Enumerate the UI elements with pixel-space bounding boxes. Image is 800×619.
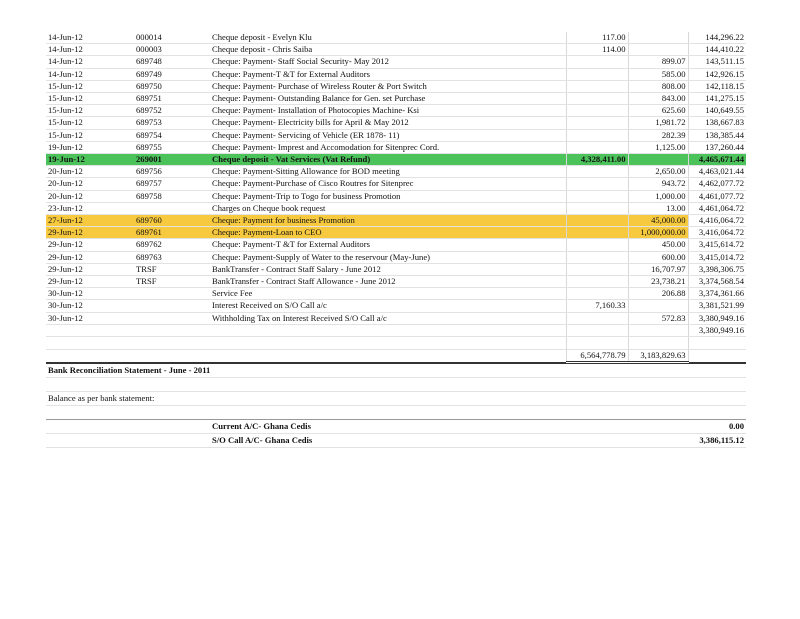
table-row: [46, 117, 746, 129]
txn-ref: 689751: [134, 93, 210, 105]
txn-debit: [566, 80, 628, 92]
txn-ref: 689757: [134, 178, 210, 190]
recon-balance-row: [46, 392, 746, 406]
table-row: [46, 56, 746, 68]
table-row: [46, 129, 746, 141]
txn-date: 29-Jun-12: [46, 263, 134, 275]
txn-description: Cheque deposit - Vat Services (Vat Refund): [210, 154, 566, 166]
txn-debit: [566, 227, 628, 239]
txn-date: 23-Jun-12: [46, 202, 134, 214]
txn-ref: 689748: [134, 56, 210, 68]
closing-balance-row: [46, 324, 746, 336]
txn-date: 15-Jun-12: [46, 117, 134, 129]
table-row: [46, 288, 746, 300]
txn-credit: 899.07: [628, 56, 688, 68]
txn-credit: 843.00: [628, 93, 688, 105]
summary-section: [46, 324, 746, 447]
transactions-body: [46, 32, 746, 324]
txn-description: Cheque deposit - Chris Saiba: [210, 44, 566, 56]
txn-date: 30-Jun-12: [46, 300, 134, 312]
txn-date: 29-Jun-12: [46, 239, 134, 251]
txn-description: Cheque: Payment-Trip to Togo for business Promotion: [210, 190, 566, 202]
txn-ref: 689761: [134, 227, 210, 239]
txn-description: Cheque: Payment-Loan to CEO: [210, 227, 566, 239]
txn-ref: 689754: [134, 129, 210, 141]
txn-debit: [566, 288, 628, 300]
txn-description: Cheque: Payment-Purchase of Cisco Routres for Sitenprec: [210, 178, 566, 190]
spacer-row: [46, 337, 746, 350]
table-row: [46, 44, 746, 56]
txn-description: BankTransfer - Contract Staff Allowance - June 2012: [210, 276, 566, 288]
txn-credit: 585.00: [628, 68, 688, 80]
txn-balance: 138,385.44: [688, 129, 746, 141]
txn-balance: 142,926.15: [688, 68, 746, 80]
txn-date: 30-Jun-12: [46, 312, 134, 324]
txn-date: 14-Jun-12: [46, 68, 134, 80]
closing-balance: 3,380,949.16: [688, 324, 746, 336]
txn-description: Service Fee: [210, 288, 566, 300]
txn-debit: 114.00: [566, 44, 628, 56]
table-row: [46, 154, 746, 166]
txn-debit: [566, 68, 628, 80]
txn-debit: 4,328,411.00: [566, 154, 628, 166]
txn-ref: 000014: [134, 32, 210, 44]
table-row: [46, 166, 746, 178]
txn-credit: 282.39: [628, 129, 688, 141]
txn-date: 19-Jun-12: [46, 154, 134, 166]
txn-description: Cheque: Payment- Installation of Photocopies Machine- Ksi: [210, 105, 566, 117]
txn-ref: [134, 288, 210, 300]
txn-debit: [566, 105, 628, 117]
txn-date: 14-Jun-12: [46, 56, 134, 68]
txn-credit: 1,125.00: [628, 141, 688, 153]
table-row: [46, 276, 746, 288]
so-call-account-label: S/O Call A/C- Ghana Cedis: [210, 434, 566, 448]
txn-date: 20-Jun-12: [46, 178, 134, 190]
txn-description: Cheque: Payment- Servicing of Vehicle (ER 1878- 11): [210, 129, 566, 141]
txn-balance: 4,462,077.72: [688, 178, 746, 190]
txn-description: Cheque: Payment- Purchase of Wireless Router & Port Switch: [210, 80, 566, 92]
txn-debit: [566, 251, 628, 263]
txn-debit: [566, 166, 628, 178]
txn-description: Cheque: Payment- Imprest and Accomodation for Sitenprec Cord.: [210, 141, 566, 153]
total-credit: 3,183,829.63: [628, 350, 688, 363]
current-account-value: 0.00: [688, 420, 746, 434]
table-row: [46, 105, 746, 117]
txn-balance: 4,461,077.72: [688, 190, 746, 202]
txn-balance: 4,463,021.44: [688, 166, 746, 178]
txn-ref: 689763: [134, 251, 210, 263]
txn-ref: 000003: [134, 44, 210, 56]
txn-description: Cheque: Payment- Staff Social Security- May 2012: [210, 56, 566, 68]
txn-balance: 3,381,521.99: [688, 300, 746, 312]
txn-balance: 3,416,064.72: [688, 227, 746, 239]
txn-debit: [566, 141, 628, 153]
txn-date: 14-Jun-12: [46, 44, 134, 56]
table-row: [46, 190, 746, 202]
txn-balance: 140,649.55: [688, 105, 746, 117]
txn-ref: 269001: [134, 154, 210, 166]
txn-credit: 13.00: [628, 202, 688, 214]
txn-date: 30-Jun-12: [46, 288, 134, 300]
txn-debit: [566, 190, 628, 202]
txn-balance: 141,275.15: [688, 93, 746, 105]
txn-debit: [566, 215, 628, 227]
txn-ref: 689752: [134, 105, 210, 117]
table-row: [46, 215, 746, 227]
txn-description: Interest Received on S/O Call a/c: [210, 300, 566, 312]
txn-credit: 16,707.97: [628, 263, 688, 275]
txn-balance: 3,380,949.16: [688, 312, 746, 324]
table-row: [46, 251, 746, 263]
txn-date: 29-Jun-12: [46, 227, 134, 239]
txn-date: 20-Jun-12: [46, 166, 134, 178]
txn-debit: [566, 129, 628, 141]
so-call-account-row: [46, 434, 746, 448]
current-account-label: Current A/C- Ghana Cedis: [210, 420, 566, 434]
table-row: [46, 93, 746, 105]
txn-credit: [628, 32, 688, 44]
txn-description: Cheque: Payment-Supply of Water to the reservour (May-June): [210, 251, 566, 263]
txn-credit: [628, 154, 688, 166]
txn-debit: [566, 202, 628, 214]
txn-debit: [566, 56, 628, 68]
so-call-account-value: 3,386,115.12: [688, 434, 746, 448]
recon-blank-row: [46, 378, 746, 392]
txn-description: Cheque: Payment-T &T for External Auditors: [210, 68, 566, 80]
txn-debit: [566, 117, 628, 129]
txn-ref: TRSF: [134, 263, 210, 275]
txn-balance: 3,415,614.72: [688, 239, 746, 251]
txn-ref: 689758: [134, 190, 210, 202]
table-row: [46, 68, 746, 80]
transactions-table: [46, 32, 746, 448]
txn-date: 19-Jun-12: [46, 141, 134, 153]
txn-debit: [566, 263, 628, 275]
txn-debit: [566, 312, 628, 324]
table-row: [46, 80, 746, 92]
txn-description: Cheque: Payment- Outstanding Balance for Gen. set Purchase: [210, 93, 566, 105]
txn-debit: [566, 276, 628, 288]
txn-ref: [134, 300, 210, 312]
txn-description: Withholding Tax on Interest Received S/O Call a/c: [210, 312, 566, 324]
txn-credit: [628, 44, 688, 56]
txn-ref: 689760: [134, 215, 210, 227]
spreadsheet-page: [46, 32, 746, 448]
totals-row: [46, 350, 746, 363]
txn-ref: [134, 202, 210, 214]
txn-balance: 142,118.15: [688, 80, 746, 92]
txn-credit: 2,650.00: [628, 166, 688, 178]
current-account-row: [46, 420, 746, 434]
txn-balance: 144,410.22: [688, 44, 746, 56]
txn-credit: 1,000,000.00: [628, 227, 688, 239]
txn-date: 15-Jun-12: [46, 80, 134, 92]
txn-credit: 1,000.00: [628, 190, 688, 202]
txn-balance: 138,667.83: [688, 117, 746, 129]
txn-balance: 3,415,014.72: [688, 251, 746, 263]
txn-credit: [628, 300, 688, 312]
txn-balance: 4,465,671.44: [688, 154, 746, 166]
txn-debit: 7,160.33: [566, 300, 628, 312]
txn-balance: 3,374,568.54: [688, 276, 746, 288]
txn-ref: 689755: [134, 141, 210, 153]
txn-date: 15-Jun-12: [46, 129, 134, 141]
txn-description: BankTransfer - Contract Staff Salary - June 2012: [210, 263, 566, 275]
txn-credit: 625.60: [628, 105, 688, 117]
txn-balance: 4,416,064.72: [688, 215, 746, 227]
balance-per-bank-label: Balance as per bank statement:: [46, 392, 210, 406]
table-row: [46, 239, 746, 251]
txn-balance: 137,260.44: [688, 141, 746, 153]
txn-balance: 143,511.15: [688, 56, 746, 68]
recon-title: Bank Reconciliation Statement - June - 2011: [46, 363, 566, 378]
table-row: [46, 178, 746, 190]
txn-credit: 572.83: [628, 312, 688, 324]
table-row: [46, 227, 746, 239]
txn-description: Cheque: Payment-Sitting Allowance for BOD meeting: [210, 166, 566, 178]
total-debit: 6,564,778.79: [566, 350, 628, 363]
txn-ref: [134, 312, 210, 324]
txn-ref: 689756: [134, 166, 210, 178]
table-row: [46, 312, 746, 324]
txn-ref: 689762: [134, 239, 210, 251]
txn-credit: 206.88: [628, 288, 688, 300]
txn-credit: 943.72: [628, 178, 688, 190]
recon-blank-row-2: [46, 406, 746, 420]
txn-debit: [566, 239, 628, 251]
table-row: [46, 141, 746, 153]
txn-balance: 4,461,064.72: [688, 202, 746, 214]
txn-date: 15-Jun-12: [46, 105, 134, 117]
txn-balance: 3,374,361.66: [688, 288, 746, 300]
table-row: [46, 263, 746, 275]
txn-debit: [566, 178, 628, 190]
txn-date: 20-Jun-12: [46, 190, 134, 202]
txn-ref: 689753: [134, 117, 210, 129]
txn-date: 29-Jun-12: [46, 276, 134, 288]
txn-credit: 450.00: [628, 239, 688, 251]
table-row: [46, 300, 746, 312]
txn-balance: 144,296.22: [688, 32, 746, 44]
txn-description: Cheque deposit - Evelyn Klu: [210, 32, 566, 44]
txn-ref: 689750: [134, 80, 210, 92]
txn-date: 15-Jun-12: [46, 93, 134, 105]
txn-credit: 23,738.21: [628, 276, 688, 288]
txn-date: 27-Jun-12: [46, 215, 134, 227]
table-row: [46, 202, 746, 214]
txn-credit: 1,981.72: [628, 117, 688, 129]
txn-description: Cheque: Payment for business Promotion: [210, 215, 566, 227]
txn-credit: 45,000.00: [628, 215, 688, 227]
recon-title-row: [46, 363, 746, 378]
txn-debit: 117.00: [566, 32, 628, 44]
txn-description: Cheque: Payment- Electricity bills for April & May 2012: [210, 117, 566, 129]
table-row: [46, 32, 746, 44]
txn-balance: 3,398,306.75: [688, 263, 746, 275]
txn-description: Cheque: Payment-T &T for External Auditors: [210, 239, 566, 251]
txn-ref: TRSF: [134, 276, 210, 288]
txn-ref: 689749: [134, 68, 210, 80]
txn-date: 29-Jun-12: [46, 251, 134, 263]
txn-description: Charges on Cheque book request: [210, 202, 566, 214]
txn-debit: [566, 93, 628, 105]
txn-date: 14-Jun-12: [46, 32, 134, 44]
txn-credit: 808.00: [628, 80, 688, 92]
txn-credit: 600.00: [628, 251, 688, 263]
